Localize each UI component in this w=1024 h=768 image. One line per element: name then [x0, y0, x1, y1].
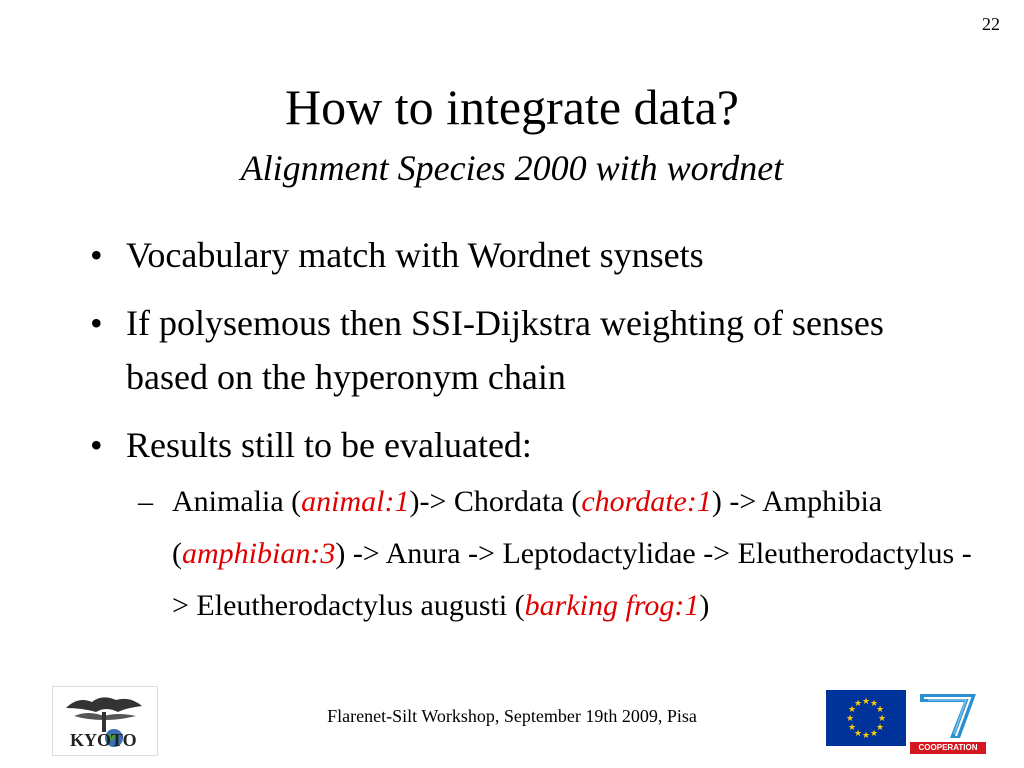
chain-text: ) -> Anura -> Leptodactylidae -> Eleutherodactylus -> Eleutherodactylus augusti ( — [172, 537, 972, 622]
bullet-item: • Vocabulary match with Wordnet synsets — [88, 228, 948, 282]
slide-title: How to integrate data? — [285, 79, 739, 135]
svg-text:★: ★ — [875, 705, 885, 715]
svg-text:★: ★ — [847, 705, 857, 715]
synset-label: amphibian:3 — [182, 537, 336, 570]
svg-text:★: ★ — [875, 723, 885, 733]
svg-text:★: ★ — [877, 714, 887, 724]
svg-text:★: ★ — [869, 699, 879, 709]
svg-text:★: ★ — [869, 729, 879, 739]
bullet-item: • Results still to be evaluated: — [88, 418, 948, 472]
chain-text: ) — [699, 589, 710, 622]
svg-text:★: ★ — [845, 714, 855, 724]
svg-text:★: ★ — [861, 697, 871, 707]
fp7-cooperation-label: COOPERATION — [910, 742, 986, 754]
svg-text:★: ★ — [853, 729, 863, 739]
bullet-list — [88, 228, 948, 486]
slide-number: 22 — [982, 14, 1000, 34]
fp7-cooperation-logo — [910, 688, 986, 754]
eu-flag-logo — [826, 690, 906, 746]
svg-text:★: ★ — [861, 731, 871, 741]
svg-text:★: ★ — [847, 723, 857, 733]
kyoto-logo-text: KYOTO — [70, 730, 137, 750]
slide-subtitle: Alignment Species 2000 with wordnet — [240, 148, 784, 188]
footer-text: Flarenet-Silt Workshop, September 19th 2009, Pisa — [327, 706, 697, 726]
bullet-item: • If polysemous then SSI-Dijkstra weighting of senses based on the hyperonym chain — [88, 296, 948, 404]
chain-text: Animalia ( — [172, 485, 302, 518]
synset-label: animal:1 — [301, 485, 410, 518]
svg-text:★: ★ — [853, 699, 863, 709]
chain-text: )-> Chordata ( — [409, 485, 582, 518]
synset-label: chordate:1 — [581, 485, 712, 518]
taxonomy-chain-sub-bullet — [138, 476, 972, 632]
chain-text: ) -> Amphibia ( — [172, 485, 883, 570]
synset-label: barking frog:1 — [524, 589, 700, 622]
